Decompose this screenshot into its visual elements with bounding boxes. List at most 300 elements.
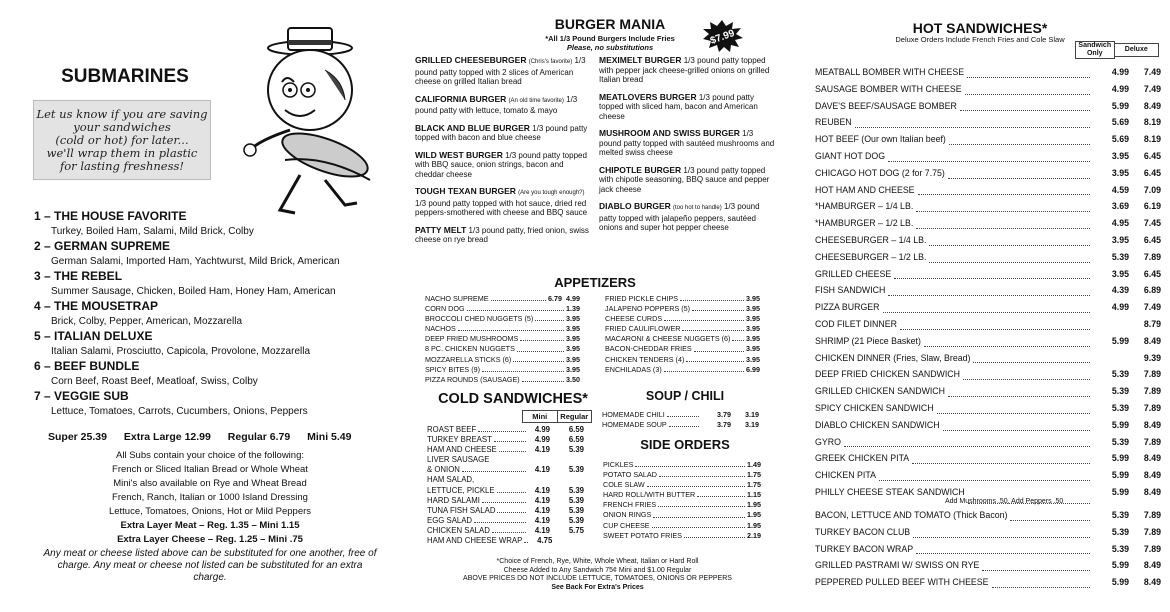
item-price: 1.49 [747,460,761,469]
burger-desc: 1/3 pound patty with lettuce, tomato & mayo [415,94,578,115]
price-regular [496,475,530,485]
item-price: 3.95 [746,344,760,354]
price-regular: 6.59 [568,435,584,445]
price-sandwich-only: 5.99 [1111,577,1129,588]
price-sandwich-only: 5.99 [1111,486,1129,497]
side-order-row [603,460,761,470]
item-name: DEEP FRIED MUSHROOMS [425,334,519,344]
burger-desc: 1/3 pound patty topped with 2 slices of American cheese on grilled Italian bread [415,56,586,86]
price-regular [511,455,545,465]
price-mini: 4.75 [537,536,553,546]
price-deluxe: 6.45 [1143,167,1161,178]
dot-leader [888,284,1090,296]
item-name: HOT BEEF (Our own Italian beef) [815,134,946,145]
burger-name: TOUGH TEXAN BURGER [415,186,516,196]
dot-leader [929,251,1090,263]
item-name: PIZZA ROUNDS (SAUSAGE) [425,374,520,384]
item-price: 3.95 [566,364,580,374]
sub-desc: Turkey, Boiled Ham, Salami, Mild Brick, Colby [51,226,254,237]
sub-desc: Summer Sausage, Chicken, Boiled Ham, Honey Ham, American [51,286,336,297]
item-name: CHEESEBURGER – 1/2 LB. [815,251,927,262]
option-line: French, Ranch, Italian or 1000 Island Dressing [112,492,308,503]
side-orders-title: SIDE ORDERS [640,437,730,452]
price-sandwich-only: 5.39 [1111,251,1129,262]
item-name: *HAMBURGER – 1/4 LB. [815,201,914,212]
price-deluxe: 7.89 [1143,436,1161,447]
appetizer-row [425,294,580,304]
burger-subtitle-line: *All 1/3 Pound Burgers Include Fries [545,34,675,43]
price-mini [489,455,511,465]
appetizer-row [605,355,760,365]
dot-leader [883,301,1090,313]
price-sandwich-only: 5.69 [1111,117,1129,128]
dot-leader [492,526,526,533]
item-name: TURKEY BREAST [427,435,492,445]
dot-leader [960,100,1090,112]
sub-sizes [48,431,366,443]
size-regular: Regular 6.79 [227,431,291,443]
appetizers-right-list [605,294,760,375]
item-name: SHRIMP (21 Piece Basket) [815,335,921,346]
item-name: CHICAGO HOT DOG (2 for 7.75) [815,167,945,178]
hot-sandwich-row [815,116,1161,133]
hot-sandwich-row [815,184,1161,201]
price-deluxe: 8.79 [1143,318,1161,329]
price-deluxe: 7.89 [1143,402,1161,413]
sandwich-mascot-icon [230,20,380,220]
price-deluxe: 7.49 [1143,67,1161,77]
dot-leader [692,304,744,311]
side-order-row [603,510,761,520]
footer-line: *Choice of French, Rye, White, Whole Wheat, Italian or Hard Roll [496,558,699,565]
dot-leader [680,294,744,301]
hot-sandwich-row [815,200,1161,217]
size-extra-large: Extra Large 12.99 [123,431,211,443]
dot-leader [929,234,1090,246]
item-name: PICKLES [603,460,634,469]
burger-name: PATTY MELT [415,224,467,235]
price-regular: 5.75 [568,525,584,535]
price-mini [474,475,496,485]
dot-leader [647,480,745,487]
dot-leader [732,334,744,341]
cold-sandwich-row [427,486,584,496]
item-name: BACON-CHEDDAR FRIES [605,344,692,354]
substitution-disclaimer: Any meat or cheese listed above can be substituted for one another, free of charge. Any meat or cheese not listed can be substituted for an extra charge. [43,548,377,583]
cold-sandwich-row [427,536,584,546]
dot-leader [992,576,1090,588]
item-name: FRENCH FRIES [603,500,657,510]
dot-leader [924,335,1090,347]
cold-head-mini: Mini [523,411,558,422]
burger-name: CALIFORNIA BURGER [415,93,507,104]
item-price: 3.95 [746,324,760,334]
item-price: 3.95 [566,344,580,354]
dot-leader [912,452,1090,464]
price-deluxe: 8.19 [1143,134,1161,145]
dot-leader [913,526,1090,538]
item-name: BROCCOLI CHED NUGGETS (5) [425,314,534,324]
wrap-note-line: we'll wrap them in plastic [46,146,198,160]
item-price: 6.99 [746,364,760,374]
item-price: 3.79 [717,420,731,430]
dot-leader [497,506,526,513]
item-name: CUP CHEESE [603,520,650,530]
price-sandwich-only: 5.99 [1111,560,1129,571]
hot-sandwich-row [815,368,1161,385]
item-name: CHICKEN TENDERS (4) [605,354,685,364]
item-name: 8 PC. CHICKEN NUGGETS [425,344,515,354]
burger-name: BLACK AND BLUE BURGER [415,122,530,133]
item-name: MACARONI & CHEESE NUGGETS (6) [605,334,731,344]
item-price: 3.95 [566,324,580,334]
price-mini: 4.19 [534,525,550,535]
price-mini: 4.99 [534,435,550,445]
price-regular: 5.39 [568,445,584,455]
item-name: CHICKEN PITA [815,470,876,481]
option-line: Lettuce, Tomatoes, Onions, Hot or Mild Peppers [108,506,312,517]
burger-desc: 1/3 pound patty, fried onion, swiss cheese on rye bread [415,225,589,244]
sub-desc: Italian Salami, Prosciutto, Capicola, Provolone, Mozzarella [51,346,311,357]
philly-addons-note: Add Mushrooms .50, Add Peppers .50 [945,497,1064,505]
price-deluxe: 7.49 [1143,83,1161,94]
dot-leader [965,83,1090,95]
item-name: BACON, LETTUCE AND TOMATO (Thick Bacon) [815,509,1008,520]
item-name: POTATO SALAD [603,470,657,480]
item-price: 1.95 [747,510,761,520]
price-sandwich-only: 5.99 [1111,470,1129,481]
dot-leader [973,352,1090,364]
item-name: FRIED PICKLE CHIPS [605,294,679,303]
appetizers-left-list [425,294,580,385]
price-deluxe: 6.89 [1143,285,1161,296]
cold-sandwiches-title: COLD SANDWICHES* [438,391,588,407]
item-price: 3.79 [717,410,731,419]
price-sandwich-only [1093,352,1129,369]
dot-leader [1010,509,1090,521]
item-name: EGG SALAD [427,515,473,525]
price-starburst-icon [701,20,743,52]
footer-line: ABOVE PRICES DO NOT INCLUDE LETTUCE, TOMATOES, ONIONS OR PEPPERS [463,575,732,583]
hot-sandwich-row [815,167,1161,184]
item-name: HAM AND CHEESE [427,445,497,455]
price-regular [552,536,584,546]
price-sandwich-only: 5.99 [1111,453,1129,464]
dot-leader [879,469,1090,481]
appetizer-row [425,334,580,344]
dot-leader [916,543,1090,555]
burger-note: (An old time favorite) [508,97,564,104]
price-sandwich-only: 5.99 [1111,335,1129,346]
price-sandwich-only: 5.99 [1111,100,1129,111]
dot-leader [916,217,1090,229]
wrap-note-line: for lasting freshness! [60,159,184,173]
price-deluxe: 8.49 [1143,577,1161,588]
item-name: GREEK CHICKEN PITA [815,453,910,464]
item-name: HAM SALAD, [427,475,475,485]
item-price: 3.95 [746,294,760,303]
burger-column-right [599,56,777,241]
item-price: 3.95 [746,334,760,344]
item-name: NACHO SUPREME [425,294,489,303]
price-deluxe: 8.49 [1143,470,1161,481]
dot-leader [937,402,1090,414]
burger-subtitle-line: Please, no substitutions [566,43,654,52]
burger-item [415,187,593,218]
item-price: 3.95 [566,354,580,364]
price-mini: 4.99 [534,425,550,434]
item-name: JALAPENO POPPERS (5) [605,304,691,314]
dot-leader [524,536,528,543]
item-name: FISH SANDWICH [815,285,886,296]
middle-footer [415,558,780,592]
price-mini: 4.19 [534,495,550,505]
appetizer-row [605,365,760,375]
dot-leader [694,344,744,351]
burger-item [599,56,777,85]
price-sandwich-only: 5.39 [1111,436,1129,447]
hot-sandwich-row [815,385,1161,402]
appetizer-row [605,304,760,314]
hot-sandwich-row [815,335,1161,352]
dot-leader [535,314,564,321]
dot-leader [900,318,1090,330]
appetizer-row [605,294,760,304]
burger-item [599,202,777,233]
item-name: PIZZA BURGER [815,302,880,313]
hot-sandwiches-panel [800,0,1170,612]
price-sandwich-only: 5.39 [1111,509,1129,520]
item-price: 1.95 [747,520,761,530]
burger-name: MEXIMELT BURGER [599,55,682,65]
hot-sandwich-row [815,436,1161,453]
item-name: GRILLED CHICKEN SANDWICH [815,386,946,397]
sub-name: 6 – BEEF BUNDLE [34,359,140,373]
burger-column-left [415,56,593,253]
item-price: 3.95 [566,314,580,324]
price-sandwich-only: 4.59 [1111,184,1129,195]
item-name: PHILLY CHEESE STEAK SANDWICH [815,486,965,497]
hot-sandwich-row [815,576,1161,593]
item-name: LIVER SAUSAGE [427,455,490,465]
burger-item [415,151,593,180]
dot-leader [522,375,564,382]
item-price-alt: 3.19 [745,410,759,419]
dot-leader [482,496,526,503]
price-deluxe: 6.45 [1143,234,1161,245]
item-price: 3.95 [746,314,760,324]
burger-name: DIABLO BURGER [599,201,671,211]
item-name: MOZZARELLA STICKS (6) [425,354,512,364]
sub-desc: Brick, Colby, Pepper, American, Mozzarella [51,316,243,327]
sub-desc: German Salami, Imported Ham, Yachtwurst, Mild Brick, American [51,256,340,267]
hot-sandwich-row [815,100,1161,117]
item-price: 3.95 [566,334,580,344]
price-regular: 5.39 [568,515,584,525]
side-order-row [603,500,761,510]
price-deluxe: 7.89 [1143,526,1161,537]
price-regular: 5.39 [568,465,584,475]
dot-leader [894,268,1090,280]
dot-leader [462,465,526,472]
price-badge-text: $7.99 [708,27,737,47]
price-deluxe: 8.49 [1143,335,1161,346]
price-sandwich-only: 5.99 [1111,419,1129,430]
dot-leader [653,510,745,517]
burger-desc: 1/3 pound patty topped with sliced ham, bacon and American cheese [599,92,758,121]
dot-leader [658,500,745,507]
price-sandwich-only: 5.39 [1111,402,1129,413]
price-sandwich-only: 4.95 [1111,218,1129,229]
dot-leader [458,324,564,331]
burger-item [415,124,593,143]
side-order-row [603,480,761,490]
burger-item [415,95,593,116]
price-regular: 5.39 [568,495,584,505]
price-mini: 4.19 [534,465,550,475]
option-line: All Subs contain your choice of the following: [116,450,304,461]
wrap-note-line: (cold or hot) for later... [55,133,189,147]
burger-item [415,56,593,87]
dot-leader [888,150,1090,162]
price-sandwich-only: 4.99 [1111,83,1129,94]
item-name: GRILLED PASTRAMI W/ SWISS ON RYE [815,560,980,571]
item-name: CHICKEN SALAD [427,525,490,535]
wrap-note [33,100,211,180]
appetizer-row [425,314,580,324]
item-name: HOMEMADE CHILI [602,410,665,419]
cold-sandwich-row [427,455,584,465]
appetizer-row [605,324,760,334]
item-name: GRILLED CHEESE [815,268,892,279]
side-order-row [603,521,761,531]
hot-sandwich-row [815,318,1161,335]
sub-name: 1 – THE HOUSE FAVORITE [34,209,187,223]
item-price: 1.15 [747,490,761,500]
submarines-list [34,209,394,419]
price-sandwich-only: 5.39 [1111,543,1129,554]
item-name: TURKEY BACON CLUB [815,526,911,537]
burger-name: WILD WEST BURGER [415,149,503,160]
item-name: SAUSAGE BOMBER WITH CHEESE [815,83,962,94]
item-name: TUNA FISH SALAD [427,505,496,515]
burger-item [599,129,777,158]
sub-desc: Lettuce, Tomatoes, Carrots, Cucumbers, Onions, Peppers [51,406,308,417]
burger-desc: 1/3 pound patty topped with chipotle seasoning, BBQ sauce and pepper jack cheese [599,165,770,194]
submarines-panel [0,0,400,612]
dot-leader [664,314,744,321]
dot-leader [918,184,1090,196]
price-sandwich-only: 4.99 [1111,67,1129,77]
appetizers-title: APPETIZERS [554,275,636,290]
sub-name: 7 – VEGGIE SUB [34,389,129,403]
price-sandwich-only: 3.69 [1111,201,1129,212]
item-name: FRIED CAULIFLOWER [605,324,681,334]
item-price: 3.95 [746,354,760,364]
middle-panel [400,0,795,612]
price-mini: 4.19 [534,445,550,455]
price-regular: 5.39 [568,485,584,495]
appetizer-row [425,365,580,375]
dot-leader [494,435,526,442]
dot-leader [474,516,526,523]
burger-name: CHIPOTLE BURGER [599,164,682,175]
item-name: MEATBALL BOMBER WITH CHEESE [815,67,965,77]
item-price-alt: 6.79 [548,294,562,303]
item-name: REUBEN [815,117,852,128]
price-deluxe: 8.49 [1143,560,1161,571]
hot-sandwich-row [815,486,1161,509]
extra-meat: Extra Layer Meat – Reg. 1.35 – Mini 1.15 [120,520,300,531]
side-order-row [603,470,761,480]
item-name: LETTUCE, PICKLE [427,485,495,495]
item-name: CORN DOG [425,304,465,314]
submarines-title: SUBMARINES [61,66,189,87]
dot-leader [499,445,526,452]
option-line: Mini's also available on Rye and Wheat Bread [113,478,307,489]
hot-sandwich-row [815,419,1161,436]
dot-leader [684,531,745,538]
hot-sandwich-row [815,66,1161,83]
cold-sandwich-row [427,425,584,435]
dot-leader [520,334,564,341]
hot-sandwich-row [815,301,1161,318]
item-name: *HAMBURGER – 1/2 LB. [815,218,914,229]
cold-sandwich-row [427,526,584,536]
cold-sandwich-row [427,496,584,506]
price-deluxe: 6.45 [1143,268,1161,279]
cold-size-header [522,410,592,423]
price-deluxe: 8.49 [1143,419,1161,430]
appetizer-row [425,355,580,365]
appetizer-row [425,324,580,334]
size-mini: Mini 5.49 [307,431,352,443]
dot-leader [948,385,1090,397]
price-sandwich-only: 3.95 [1111,268,1129,279]
hot-sandwiches-subtitle: Deluxe Orders Include French Fries and Cole Slaw [895,35,1065,44]
burger-desc: 1/3 pound patty topped with hot sauce, dried red peppers-smothered with cheese and BBQ sauce [415,198,588,217]
item-name: SPICY CHICKEN SANDWICH [815,402,934,413]
item-name: DIABLO CHICKEN SANDWICH [815,419,940,430]
sub-options [40,449,380,547]
item-name: HARD ROLL/WITH BUTTER [603,490,696,500]
dot-leader [664,365,744,372]
dot-leader [635,460,745,467]
price-sandwich-only: 3.95 [1111,150,1129,161]
item-price: 1.95 [747,500,761,510]
burger-desc: 1/3 pound patty topped with BBQ sauce, onion strings, bacon and cheddar cheese [415,150,587,179]
price-deluxe: 7.49 [1143,302,1161,313]
item-price: 3.95 [746,304,760,314]
price-regular: 5.39 [568,505,584,515]
hot-column-header [1075,41,1159,59]
item-price: 2.19 [747,530,761,540]
price-deluxe: 7.09 [1143,184,1161,195]
soup-list [602,410,759,430]
item-name: HOT HAM AND CHEESE [815,184,915,195]
appetizer-row [425,344,580,354]
cold-sandwich-row [427,516,584,526]
cold-sandwich-row [427,475,584,485]
item-name: ENCHILADAS (3) [605,364,662,374]
dot-leader [855,116,1090,128]
item-price: 1.75 [747,480,761,490]
dot-leader [478,425,526,432]
burger-desc: 1/3 pound patty topped with jalapeño peppers, sautéed onions and super hot pepper cheese [599,202,760,232]
wrap-note-line: your sandwiches [73,120,171,134]
hot-sandwich-row [815,217,1161,234]
footer-line: See Back For Extra's Prices [551,583,644,591]
